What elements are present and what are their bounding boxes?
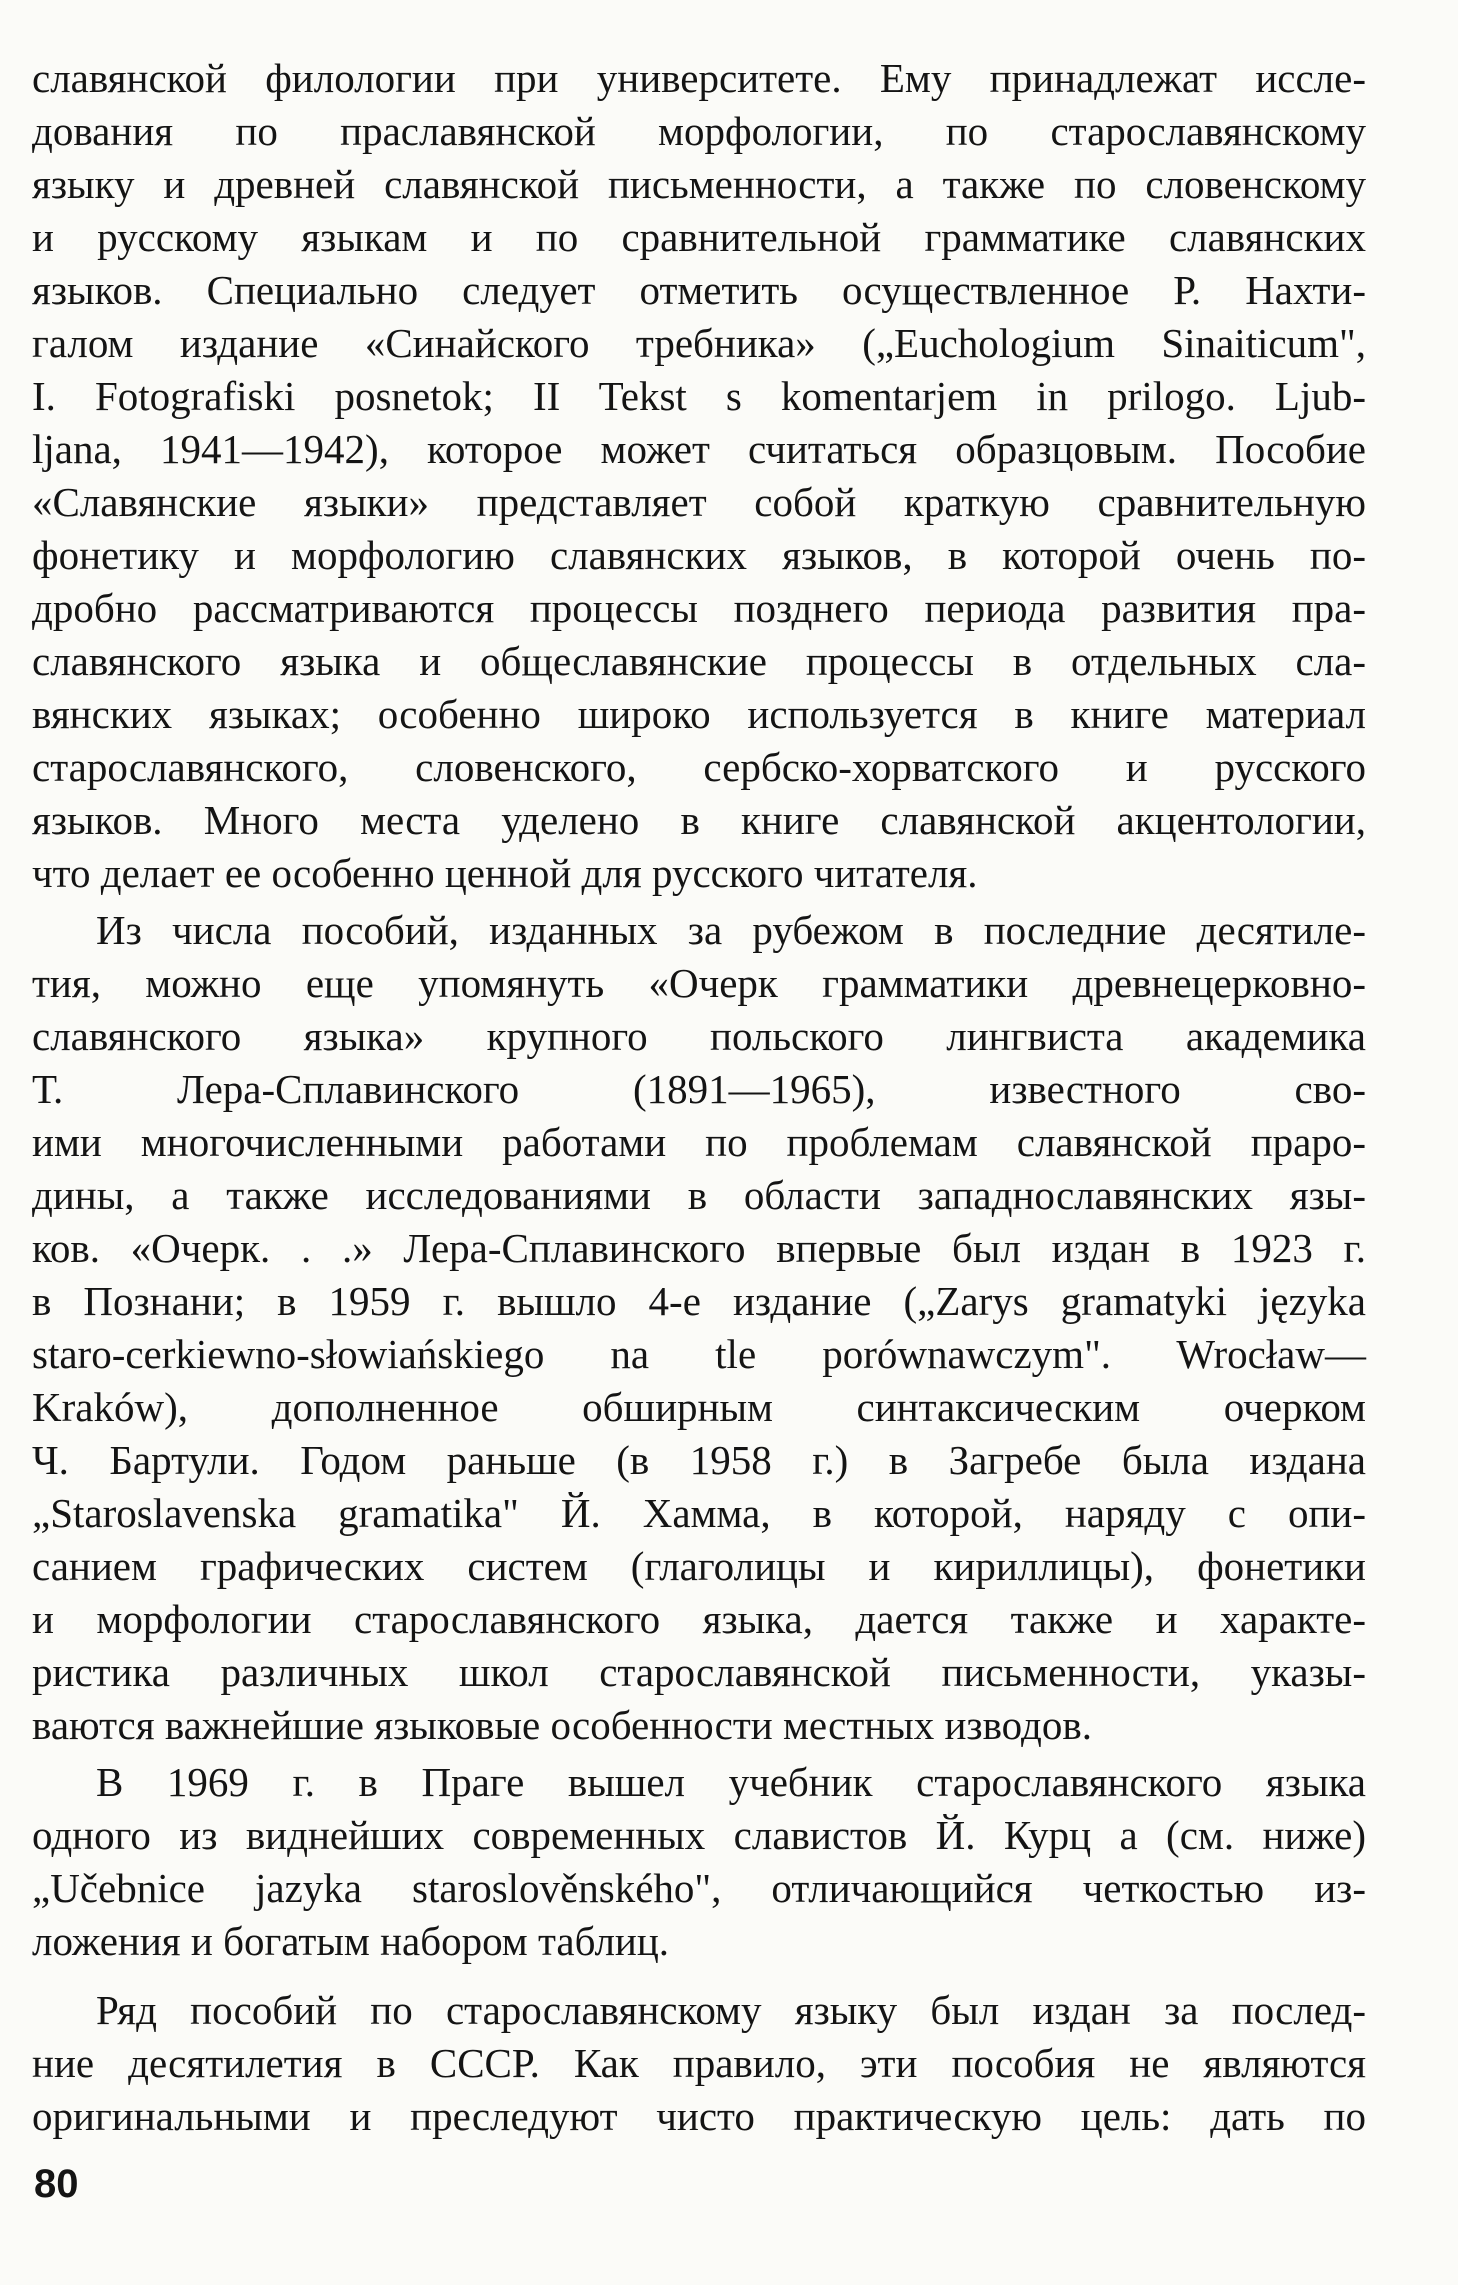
text-line: галом издание «Синайского требника» („Euchologium Sinaiticum",: [32, 320, 1366, 366]
page-number: 80: [34, 2162, 79, 2206]
text-line: славянского языка и общеславянские процессы в отдельных сла-: [32, 638, 1366, 684]
text-line: ваются важнейшие языковые особенности местных изводов.: [32, 1702, 1092, 1748]
paragraph-1: [32, 52, 1366, 900]
text-line: и русскому языкам и по сравнительной грамматике славянских: [32, 214, 1366, 260]
text-line: славянской филологии при университете. Ему принадлежат иссле-: [32, 55, 1366, 101]
text-line: и морфологии старославянского языка, дается также и характе-: [32, 1596, 1366, 1642]
paragraph-3: [32, 1756, 1366, 1968]
paragraph-4: [32, 1984, 1366, 2143]
text-line: в Познани; в 1959 г. вышло 4-е издание („Zarys gramatyki języka: [32, 1278, 1366, 1324]
text-line: „Učebnice jazyka staroslověnského", отличающийся четкостью из-: [32, 1865, 1366, 1911]
text-line: ние десятилетия в СССР. Как правило, эти пособия не являются: [32, 2040, 1366, 2086]
text-line: тия, можно еще упомянуть «Очерк грамматики древнецерковно-: [32, 960, 1366, 1006]
text-line: дины, а также исследованиями в области западнославянских язы-: [32, 1172, 1366, 1218]
text-line: ков. «Очерк. . .» Лера-Сплавинского впервые был издан в 1923 г.: [32, 1225, 1366, 1271]
text-line: старославянского, словенского, сербско-хорватского и русского: [32, 744, 1366, 790]
text-line: одного из виднейших современных славистов Й. Курц а (см. ниже): [32, 1812, 1366, 1858]
text-line: I. Fotografiski posnetok; II Tekst s komentarjem in prilogo. Ljub-: [32, 373, 1366, 419]
text-line: Ряд пособий по старославянскому языку был издан за послед-: [96, 1987, 1366, 2033]
page-body: [32, 52, 1366, 2143]
text-line: В 1969 г. в Праге вышел учебник старославянского языка: [96, 1759, 1366, 1805]
text-line: „Staroslavenska gramatika" Й. Хамма, в которой, наряду с опи-: [32, 1490, 1366, 1536]
text-line: ljana, 1941—1942), которое может считаться образцовым. Пособие: [32, 426, 1366, 472]
text-line: фонетику и морфологию славянских языков, в которой очень по-: [32, 532, 1366, 578]
paragraph-2: [32, 904, 1366, 1752]
text-line: языку и древней славянской письменности, а также по словенскому: [32, 161, 1366, 207]
text-line: Kraków), дополненное обширным синтаксическим очерком: [32, 1384, 1366, 1430]
text-line: оригинальными и преследуют чисто практическую цель: дать по: [32, 2093, 1366, 2139]
text-line: вянских языках; особенно широко используется в книге материал: [32, 691, 1366, 737]
text-line: «Славянские языки» представляет собой краткую сравнительную: [32, 479, 1366, 525]
text-line: ложения и богатым набором таблиц.: [32, 1918, 670, 1964]
text-line: Т. Лера-Сплавинского (1891—1965), известного сво-: [32, 1066, 1366, 1112]
text-line: славянского языка» крупного польского лингвиста академика: [32, 1013, 1366, 1059]
text-line: Ч. Бартули. Годом раньше (в 1958 г.) в Загребе была издана: [32, 1437, 1366, 1483]
text-line: санием графических систем (глаголицы и кириллицы), фонетики: [32, 1543, 1366, 1589]
text-line: staro-cerkiewno-słowiańskiego na tle porównawczym". Wrocław—: [32, 1331, 1366, 1377]
text-line: ристика различных школ старославянской письменности, указы-: [32, 1649, 1366, 1695]
text-line: дробно рассматриваются процессы позднего периода развития пра-: [32, 585, 1366, 631]
text-line: что делает ее особенно ценной для русского читателя.: [32, 850, 978, 896]
text-line: дования по праславянской морфологии, по старославянскому: [32, 108, 1366, 154]
text-line: ими многочисленными работами по проблемам славянской праро-: [32, 1119, 1366, 1165]
text-line: языков. Специально следует отметить осуществленное Р. Нахти-: [32, 267, 1366, 313]
text-line: языков. Много места уделено в книге славянской акцентологии,: [32, 797, 1366, 843]
text-line: Из числа пособий, изданных за рубежом в последние десятиле-: [96, 907, 1366, 953]
